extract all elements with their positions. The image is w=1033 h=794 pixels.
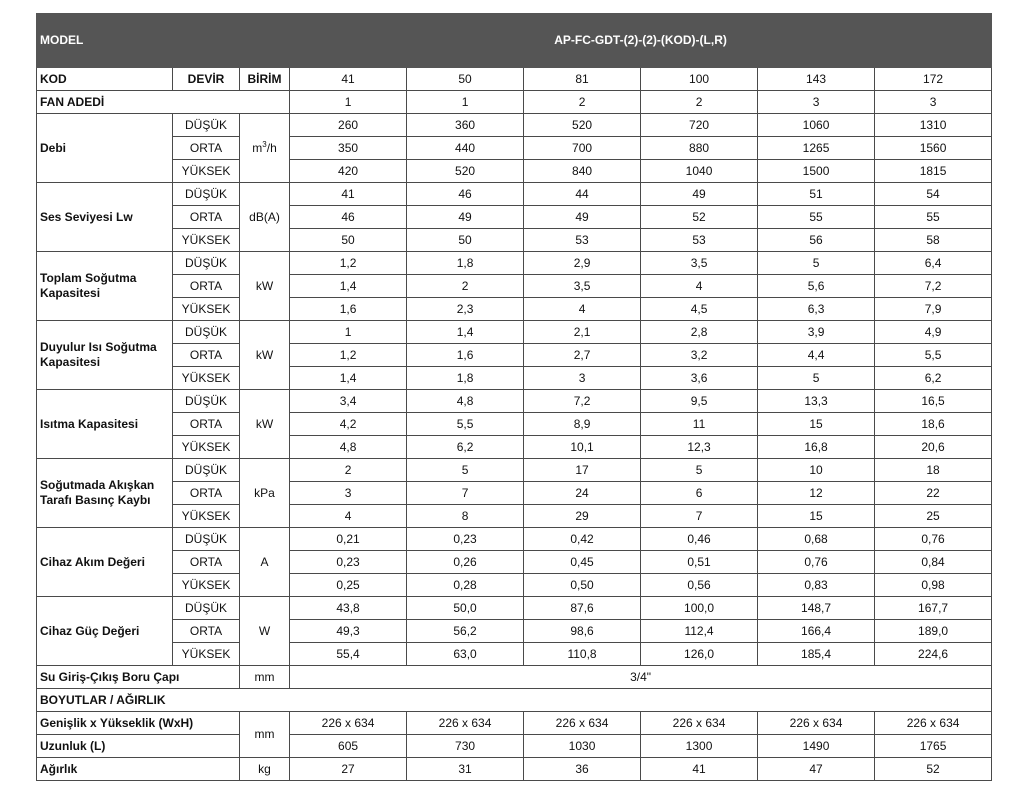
performance-row — [37, 367, 992, 390]
value-cell: 49 — [407, 206, 524, 229]
value-cell: 2,9 — [524, 252, 641, 275]
code-cell: 143 — [758, 68, 875, 91]
speed-level: ORTA — [173, 206, 240, 229]
value-cell: 58 — [875, 229, 992, 252]
value-cell: 3,4 — [290, 390, 407, 413]
fan-count-cell: 2 — [641, 91, 758, 114]
size-cell: 226 x 634 — [290, 712, 407, 735]
value-cell: 10,1 — [524, 436, 641, 459]
value-cell: 167,7 — [875, 597, 992, 620]
weight-row — [37, 758, 992, 781]
value-cell: 0,98 — [875, 574, 992, 597]
value-cell: 53 — [524, 229, 641, 252]
pipe-diameter-label: Su Giriş-Çıkış Boru Çapı — [37, 666, 240, 689]
dimensions-header: BOYUTLAR / AĞIRLIK — [37, 689, 992, 712]
value-cell: 1,6 — [290, 298, 407, 321]
value-cell: 15 — [758, 413, 875, 436]
length-cell: 1030 — [524, 735, 641, 758]
fan-count-cell: 2 — [524, 91, 641, 114]
fan-count-cell: 3 — [758, 91, 875, 114]
value-cell: 112,4 — [641, 620, 758, 643]
performance-row — [37, 229, 992, 252]
size-cell: 226 x 634 — [875, 712, 992, 735]
speed-level: ORTA — [173, 344, 240, 367]
value-cell: 4 — [524, 298, 641, 321]
speed-level: DÜŞÜK — [173, 114, 240, 137]
value-cell: 5,5 — [407, 413, 524, 436]
performance-row — [37, 482, 992, 505]
value-cell: 7,2 — [524, 390, 641, 413]
value-cell: 2 — [290, 459, 407, 482]
value-cell: 6,4 — [875, 252, 992, 275]
value-cell: 0,76 — [875, 528, 992, 551]
value-cell: 420 — [290, 160, 407, 183]
fan-count-row — [37, 91, 992, 114]
speed-level: ORTA — [173, 275, 240, 298]
unit-cell: A — [240, 528, 290, 597]
size-cell: 226 x 634 — [641, 712, 758, 735]
value-cell: 6 — [641, 482, 758, 505]
value-cell: 4 — [641, 275, 758, 298]
performance-row — [37, 344, 992, 367]
fan-count-label: FAN ADEDİ — [37, 91, 290, 114]
value-cell: 3,2 — [641, 344, 758, 367]
weight-cell: 52 — [875, 758, 992, 781]
code-cell: 50 — [407, 68, 524, 91]
performance-row — [37, 298, 992, 321]
value-cell: 720 — [641, 114, 758, 137]
value-cell: 440 — [407, 137, 524, 160]
size-cell: 226 x 634 — [407, 712, 524, 735]
speed-level: YÜKSEK — [173, 367, 240, 390]
speed-level: ORTA — [173, 620, 240, 643]
value-cell: 1560 — [875, 137, 992, 160]
value-cell: 6,3 — [758, 298, 875, 321]
value-cell: 10 — [758, 459, 875, 482]
value-cell: 56 — [758, 229, 875, 252]
value-cell: 7,2 — [875, 275, 992, 298]
value-cell: 41 — [290, 183, 407, 206]
value-cell: 24 — [524, 482, 641, 505]
speed-level: YÜKSEK — [173, 229, 240, 252]
performance-row — [37, 436, 992, 459]
fan-count-cell: 1 — [290, 91, 407, 114]
value-cell: 0,56 — [641, 574, 758, 597]
group-label: Cihaz Akım Değeri — [37, 528, 173, 597]
group-label: Soğutmada Akışkan Tarafı Basınç Kaybı — [37, 459, 173, 528]
group-label: Isıtma Kapasitesi — [37, 390, 173, 459]
value-cell: 840 — [524, 160, 641, 183]
value-cell: 3,5 — [524, 275, 641, 298]
length-label: Uzunluk (L) — [37, 735, 240, 758]
value-cell: 49,3 — [290, 620, 407, 643]
value-cell: 3 — [290, 482, 407, 505]
value-cell: 2,3 — [407, 298, 524, 321]
value-cell: 0,83 — [758, 574, 875, 597]
value-cell: 12 — [758, 482, 875, 505]
value-cell: 5,6 — [758, 275, 875, 298]
spec-table — [36, 13, 992, 781]
value-cell: 17 — [524, 459, 641, 482]
value-cell: 55 — [875, 206, 992, 229]
value-cell: 51 — [758, 183, 875, 206]
value-cell: 0,45 — [524, 551, 641, 574]
value-cell: 520 — [524, 114, 641, 137]
value-cell: 46 — [290, 206, 407, 229]
speed-level: DÜŞÜK — [173, 597, 240, 620]
value-cell: 18,6 — [875, 413, 992, 436]
performance-row — [37, 643, 992, 666]
value-cell: 2,8 — [641, 321, 758, 344]
value-cell: 0,76 — [758, 551, 875, 574]
unit-cell: W — [240, 597, 290, 666]
value-cell: 1310 — [875, 114, 992, 137]
fan-count-cell: 3 — [875, 91, 992, 114]
unit-cell: kW — [240, 390, 290, 459]
length-row — [37, 735, 992, 758]
value-cell: 189,0 — [875, 620, 992, 643]
value-cell: 1060 — [758, 114, 875, 137]
value-cell: 1,6 — [407, 344, 524, 367]
value-cell: 0,21 — [290, 528, 407, 551]
value-cell: 0,42 — [524, 528, 641, 551]
value-cell: 18 — [875, 459, 992, 482]
performance-row — [37, 321, 992, 344]
performance-row — [37, 505, 992, 528]
dimensions-unit: mm — [240, 712, 290, 758]
performance-row — [37, 160, 992, 183]
group-label: Duyulur Isı Soğutma Kapasitesi — [37, 321, 173, 390]
size-cell: 226 x 634 — [758, 712, 875, 735]
weight-unit: kg — [240, 758, 290, 781]
performance-row — [37, 597, 992, 620]
size-row — [37, 712, 992, 735]
performance-row — [37, 137, 992, 160]
value-cell: 4,2 — [290, 413, 407, 436]
spec-table-wrapper — [36, 13, 992, 781]
value-cell: 2 — [407, 275, 524, 298]
group-label: Cihaz Güç Değeri — [37, 597, 173, 666]
value-cell: 166,4 — [758, 620, 875, 643]
value-cell: 4,4 — [758, 344, 875, 367]
speed-level: YÜKSEK — [173, 574, 240, 597]
speed-level: DÜŞÜK — [173, 459, 240, 482]
value-cell: 22 — [875, 482, 992, 505]
speed-level: ORTA — [173, 137, 240, 160]
value-cell: 3 — [524, 367, 641, 390]
value-cell: 5,5 — [875, 344, 992, 367]
performance-row — [37, 114, 992, 137]
value-cell: 1 — [290, 321, 407, 344]
group-label: Debi — [37, 114, 173, 183]
value-cell: 20,6 — [875, 436, 992, 459]
value-cell: 29 — [524, 505, 641, 528]
length-cell: 1490 — [758, 735, 875, 758]
unit-cell — [240, 114, 290, 183]
value-cell: 12,3 — [641, 436, 758, 459]
model-header-row — [37, 14, 992, 68]
code-row — [37, 68, 992, 91]
value-cell: 55 — [758, 206, 875, 229]
speed-level: DÜŞÜK — [173, 183, 240, 206]
value-cell: 52 — [641, 206, 758, 229]
value-cell: 0,23 — [407, 528, 524, 551]
speed-level: YÜKSEK — [173, 643, 240, 666]
value-cell: 15 — [758, 505, 875, 528]
value-cell: 126,0 — [641, 643, 758, 666]
code-cell: 41 — [290, 68, 407, 91]
performance-groups — [37, 114, 992, 666]
value-cell: 0,68 — [758, 528, 875, 551]
value-cell: 0,26 — [407, 551, 524, 574]
value-cell: 4,8 — [290, 436, 407, 459]
speed-level: DÜŞÜK — [173, 252, 240, 275]
value-cell: 43,8 — [290, 597, 407, 620]
performance-row — [37, 390, 992, 413]
value-cell: 50 — [290, 229, 407, 252]
size-cell: 226 x 634 — [524, 712, 641, 735]
pipe-diameter-value: 3/4" — [290, 666, 992, 689]
value-cell: 63,0 — [407, 643, 524, 666]
value-cell: 2,7 — [524, 344, 641, 367]
value-cell: 100,0 — [641, 597, 758, 620]
value-cell: 8,9 — [524, 413, 641, 436]
value-cell: 1,4 — [407, 321, 524, 344]
value-cell: 4 — [290, 505, 407, 528]
value-cell: 1040 — [641, 160, 758, 183]
value-cell: 1,4 — [290, 275, 407, 298]
value-cell: 54 — [875, 183, 992, 206]
value-cell: 7 — [641, 505, 758, 528]
value-cell: 3,5 — [641, 252, 758, 275]
group-label: Toplam Soğutma Kapasitesi — [37, 252, 173, 321]
weight-cell: 31 — [407, 758, 524, 781]
pipe-diameter-row — [37, 666, 992, 689]
speed-level: ORTA — [173, 551, 240, 574]
length-cell: 605 — [290, 735, 407, 758]
unit-superscript: 3 — [262, 139, 267, 149]
value-cell: 6,2 — [875, 367, 992, 390]
code-cell: 100 — [641, 68, 758, 91]
value-cell: 700 — [524, 137, 641, 160]
value-cell: 350 — [290, 137, 407, 160]
value-cell: 3,9 — [758, 321, 875, 344]
model-name: AP-FC-GDT-(2)-(2)-(KOD)-(L,R) — [290, 14, 992, 68]
weight-cell: 27 — [290, 758, 407, 781]
value-cell: 224,6 — [875, 643, 992, 666]
performance-row — [37, 528, 992, 551]
value-cell: 1815 — [875, 160, 992, 183]
value-cell: 0,51 — [641, 551, 758, 574]
pipe-diameter-unit: mm — [240, 666, 290, 689]
value-cell: 9,5 — [641, 390, 758, 413]
speed-level: ORTA — [173, 413, 240, 436]
value-cell: 880 — [641, 137, 758, 160]
speed-level: ORTA — [173, 482, 240, 505]
value-cell: 5 — [758, 252, 875, 275]
value-cell: 0,23 — [290, 551, 407, 574]
speed-level: YÜKSEK — [173, 298, 240, 321]
group-label: Ses Seviyesi Lw — [37, 183, 173, 252]
value-cell: 4,5 — [641, 298, 758, 321]
performance-row — [37, 413, 992, 436]
value-cell: 87,6 — [524, 597, 641, 620]
value-cell: 5 — [641, 459, 758, 482]
value-cell: 5 — [758, 367, 875, 390]
performance-row — [37, 459, 992, 482]
value-cell: 5 — [407, 459, 524, 482]
devir-header: DEVİR — [173, 68, 240, 91]
value-cell: 1,8 — [407, 252, 524, 275]
speed-level: DÜŞÜK — [173, 390, 240, 413]
size-label: Genişlik x Yükseklik (WxH) — [37, 712, 240, 735]
unit-cell: kW — [240, 321, 290, 390]
weight-cell: 47 — [758, 758, 875, 781]
speed-level: DÜŞÜK — [173, 528, 240, 551]
value-cell: 1265 — [758, 137, 875, 160]
length-cell: 730 — [407, 735, 524, 758]
value-cell: 16,8 — [758, 436, 875, 459]
value-cell: 7,9 — [875, 298, 992, 321]
value-cell: 3,6 — [641, 367, 758, 390]
value-cell: 0,25 — [290, 574, 407, 597]
value-cell: 11 — [641, 413, 758, 436]
value-cell: 6,2 — [407, 436, 524, 459]
value-cell: 1,2 — [290, 344, 407, 367]
value-cell: 0,28 — [407, 574, 524, 597]
value-cell: 0,50 — [524, 574, 641, 597]
value-cell: 8 — [407, 505, 524, 528]
value-cell: 53 — [641, 229, 758, 252]
value-cell: 2,1 — [524, 321, 641, 344]
value-cell: 56,2 — [407, 620, 524, 643]
value-cell: 49 — [524, 206, 641, 229]
value-cell: 520 — [407, 160, 524, 183]
length-cell: 1300 — [641, 735, 758, 758]
speed-level: DÜŞÜK — [173, 321, 240, 344]
performance-row — [37, 275, 992, 298]
value-cell: 0,46 — [641, 528, 758, 551]
weight-cell: 41 — [641, 758, 758, 781]
model-label: MODEL — [37, 14, 290, 68]
performance-row — [37, 252, 992, 275]
value-cell: 50,0 — [407, 597, 524, 620]
code-cell: 81 — [524, 68, 641, 91]
performance-row — [37, 183, 992, 206]
value-cell: 110,8 — [524, 643, 641, 666]
value-cell: 260 — [290, 114, 407, 137]
dimensions-header-row — [37, 689, 992, 712]
weight-cell: 36 — [524, 758, 641, 781]
performance-row — [37, 206, 992, 229]
unit-cell: dB(A) — [240, 183, 290, 252]
weight-label: Ağırlık — [37, 758, 240, 781]
speed-level: YÜKSEK — [173, 436, 240, 459]
unit-base: m — [252, 140, 263, 155]
value-cell: 13,3 — [758, 390, 875, 413]
value-cell: 46 — [407, 183, 524, 206]
value-cell: 16,5 — [875, 390, 992, 413]
code-label: KOD — [37, 68, 173, 91]
value-cell: 50 — [407, 229, 524, 252]
performance-row — [37, 551, 992, 574]
value-cell: 49 — [641, 183, 758, 206]
birim-header: BİRİM — [240, 68, 290, 91]
value-cell: 4,9 — [875, 321, 992, 344]
unit-cell: kW — [240, 252, 290, 321]
speed-level: YÜKSEK — [173, 160, 240, 183]
value-cell: 148,7 — [758, 597, 875, 620]
value-cell: 4,8 — [407, 390, 524, 413]
value-cell: 1,8 — [407, 367, 524, 390]
code-cell: 172 — [875, 68, 992, 91]
performance-row — [37, 620, 992, 643]
value-cell: 1,4 — [290, 367, 407, 390]
value-cell: 44 — [524, 183, 641, 206]
value-cell: 1500 — [758, 160, 875, 183]
length-cell: 1765 — [875, 735, 992, 758]
fan-count-cell: 1 — [407, 91, 524, 114]
speed-level: YÜKSEK — [173, 505, 240, 528]
value-cell: 0,84 — [875, 551, 992, 574]
unit-cell: kPa — [240, 459, 290, 528]
value-cell: 1,2 — [290, 252, 407, 275]
unit-tail: /h — [266, 140, 277, 155]
performance-row — [37, 574, 992, 597]
value-cell: 7 — [407, 482, 524, 505]
value-cell: 55,4 — [290, 643, 407, 666]
value-cell: 25 — [875, 505, 992, 528]
value-cell: 98,6 — [524, 620, 641, 643]
value-cell: 185,4 — [758, 643, 875, 666]
value-cell: 360 — [407, 114, 524, 137]
